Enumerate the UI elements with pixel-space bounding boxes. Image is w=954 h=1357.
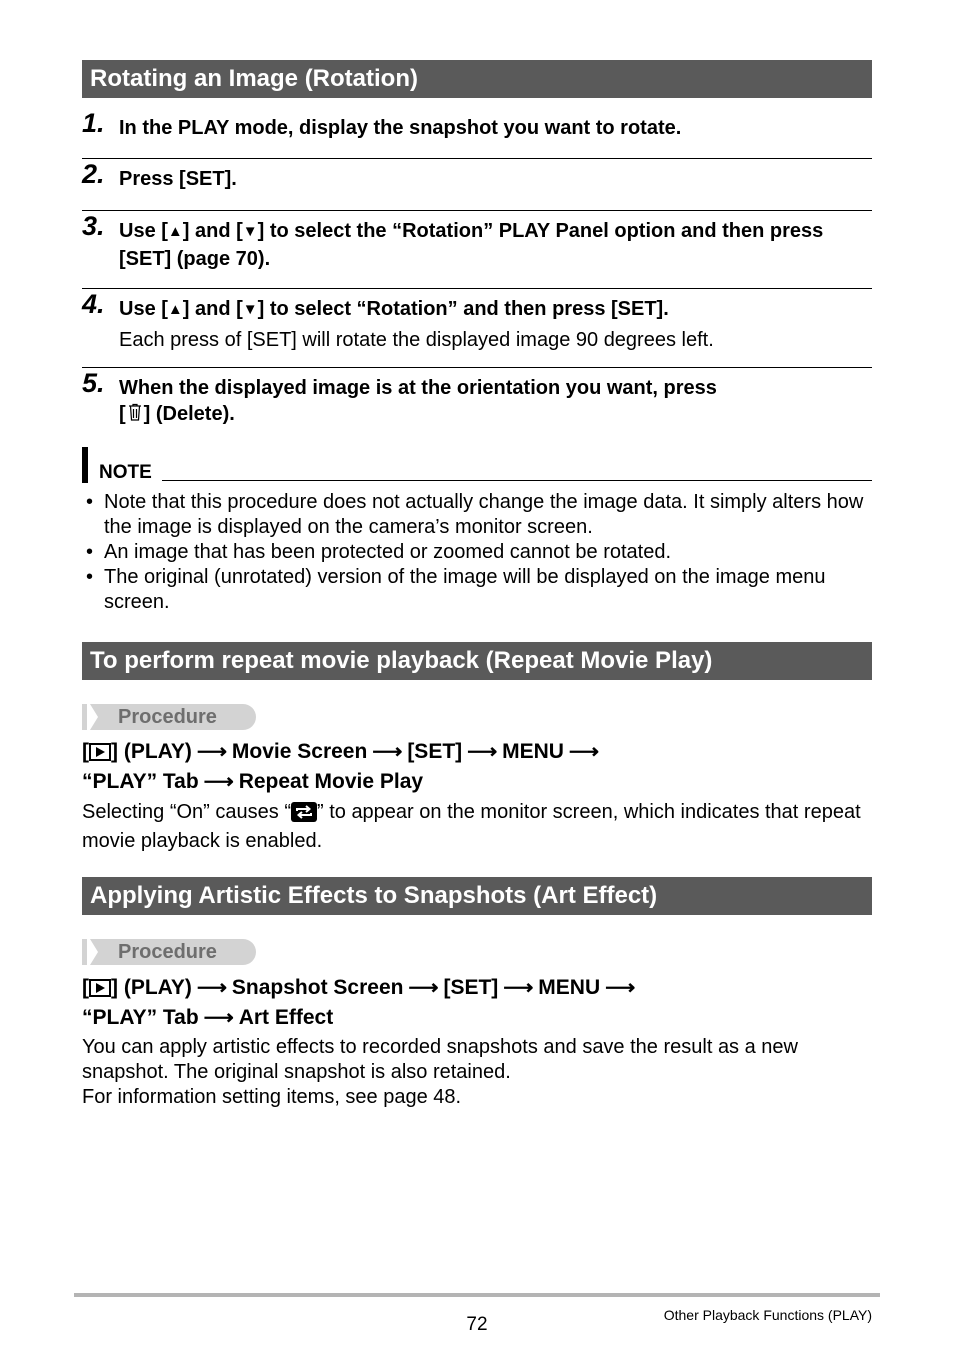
arrow-icon: ⟶ — [408, 976, 439, 999]
arrow-icon: ⟶ — [568, 740, 600, 763]
arrow-icon: ⟶ — [196, 740, 227, 763]
path-part: Snapshot Screen — [231, 976, 404, 999]
step-number: 5. — [82, 368, 105, 398]
procedure-tag — [82, 704, 256, 730]
menu-path — [82, 738, 882, 795]
step-text-part: ] to select the “Rotation” PLAY Panel option and then press [SET] (page 70). — [119, 220, 824, 270]
arrow-icon: ⟶ — [372, 740, 403, 763]
step-number: 4. — [82, 289, 105, 319]
note-divider — [162, 480, 872, 481]
note-label: NOTE — [99, 462, 152, 483]
step-3 — [82, 211, 872, 272]
body-text-part: ” to appear on the monitor screen, which indicates that repeat movie playback is enabled. — [82, 801, 861, 852]
down-triangle-icon: ▼ — [242, 301, 258, 318]
note-item — [82, 565, 872, 615]
note-text: An image that has been protected or zoomed cannot be rotated. — [104, 541, 672, 563]
step-text-part: ] to select “Rotation” and then press [SET]. — [257, 298, 669, 320]
body-text-part: Selecting “On” causes “ — [82, 801, 291, 823]
step-number: 1. — [82, 108, 105, 138]
step-text — [119, 296, 872, 324]
path-part: [ — [82, 740, 89, 763]
up-triangle-icon: ▲ — [167, 223, 183, 240]
path-part: [SET] — [443, 976, 499, 999]
note-item — [82, 540, 872, 565]
step-number: 2. — [82, 159, 105, 189]
step-2 — [82, 159, 872, 192]
step-text-part: [ — [119, 403, 126, 425]
section-heading-rotation: Rotating an Image (Rotation) — [82, 60, 872, 98]
path-part: Movie Screen — [231, 740, 368, 763]
step-text-part: ] and [ — [182, 298, 243, 320]
procedure-label: Procedure — [118, 706, 217, 728]
arrow-icon: ⟶ — [203, 770, 234, 793]
step-text-part: When the displayed image is at the orientation you want, press — [119, 377, 717, 399]
art-effect-description — [82, 1035, 872, 1110]
note-item — [82, 490, 872, 540]
path-part: ] (PLAY) — [111, 976, 192, 999]
step-4 — [82, 289, 872, 353]
path-part: Art Effect — [238, 1006, 334, 1029]
step-number: 3. — [82, 211, 105, 241]
arrow-icon: ⟶ — [196, 976, 227, 999]
section-heading-repeat-movie: To perform repeat movie playback (Repeat Movie Play) — [82, 642, 872, 680]
body-paragraph: For information setting items, see page 48. — [82, 1086, 462, 1108]
step-description: Each press of [SET] will rotate the displayed image 90 degrees left. — [119, 329, 714, 351]
menu-path — [82, 974, 882, 1031]
footer-section-name: Other Playback Functions (PLAY) — [663, 1307, 872, 1323]
play-icon — [89, 977, 111, 1004]
step-text-part: ] and [ — [182, 220, 243, 242]
path-part: [SET] — [407, 740, 463, 763]
arrow-icon: ⟶ — [503, 976, 534, 999]
divider — [82, 158, 872, 159]
note-list — [82, 490, 872, 615]
path-part: MENU — [502, 740, 564, 763]
step-text-part: Use [ — [119, 298, 168, 320]
step-text-part: ] (Delete). — [143, 403, 235, 425]
divider — [82, 367, 872, 368]
trash-icon — [126, 402, 144, 429]
bullet-icon: • — [86, 541, 94, 563]
divider — [82, 288, 872, 289]
step-text-part: Use [ — [119, 220, 168, 242]
page-number: 72 — [466, 1314, 488, 1335]
repeat-icon — [291, 802, 317, 829]
step-text: In the PLAY mode, display the snapshot you want to rotate. — [119, 117, 682, 139]
divider — [82, 210, 872, 211]
procedure-label: Procedure — [118, 941, 217, 963]
arrow-icon: ⟶ — [467, 740, 498, 763]
path-part: [ — [82, 976, 89, 999]
path-part: “PLAY” Tab — [82, 1006, 199, 1029]
step-5 — [82, 368, 872, 429]
up-triangle-icon: ▲ — [167, 301, 183, 318]
section-heading-art-effect: Applying Artistic Effects to Snapshots (Art Effect) — [82, 877, 872, 915]
arrow-icon: ⟶ — [203, 1006, 234, 1029]
note-text: The original (unrotated) version of the image will be displayed on the image menu screen. — [104, 566, 826, 613]
arrow-icon: ⟶ — [605, 976, 636, 999]
play-icon — [89, 741, 111, 768]
note-text: Note that this procedure does not actually change the image data. It simply alters how the image is displayed on the camera’s monitor screen. — [104, 491, 864, 538]
path-part: Repeat Movie Play — [238, 770, 424, 793]
procedure-tag — [82, 939, 256, 965]
step-1 — [82, 108, 872, 141]
path-part: ] (PLAY) — [111, 740, 192, 763]
body-paragraph: You can apply artistic effects to recorded snapshots and save the result as a new snapshot. The original snapshot is also retained. — [82, 1036, 798, 1083]
footer-divider — [74, 1293, 880, 1297]
repeat-movie-description — [82, 800, 872, 854]
down-triangle-icon: ▼ — [242, 223, 258, 240]
bullet-icon: • — [86, 491, 94, 513]
path-part: “PLAY” Tab — [82, 770, 199, 793]
path-part: MENU — [538, 976, 601, 999]
note-marker — [82, 447, 88, 483]
step-text: Press [SET]. — [119, 168, 237, 190]
step-text — [119, 218, 872, 272]
step-text — [119, 375, 872, 429]
bullet-icon: • — [86, 566, 94, 588]
